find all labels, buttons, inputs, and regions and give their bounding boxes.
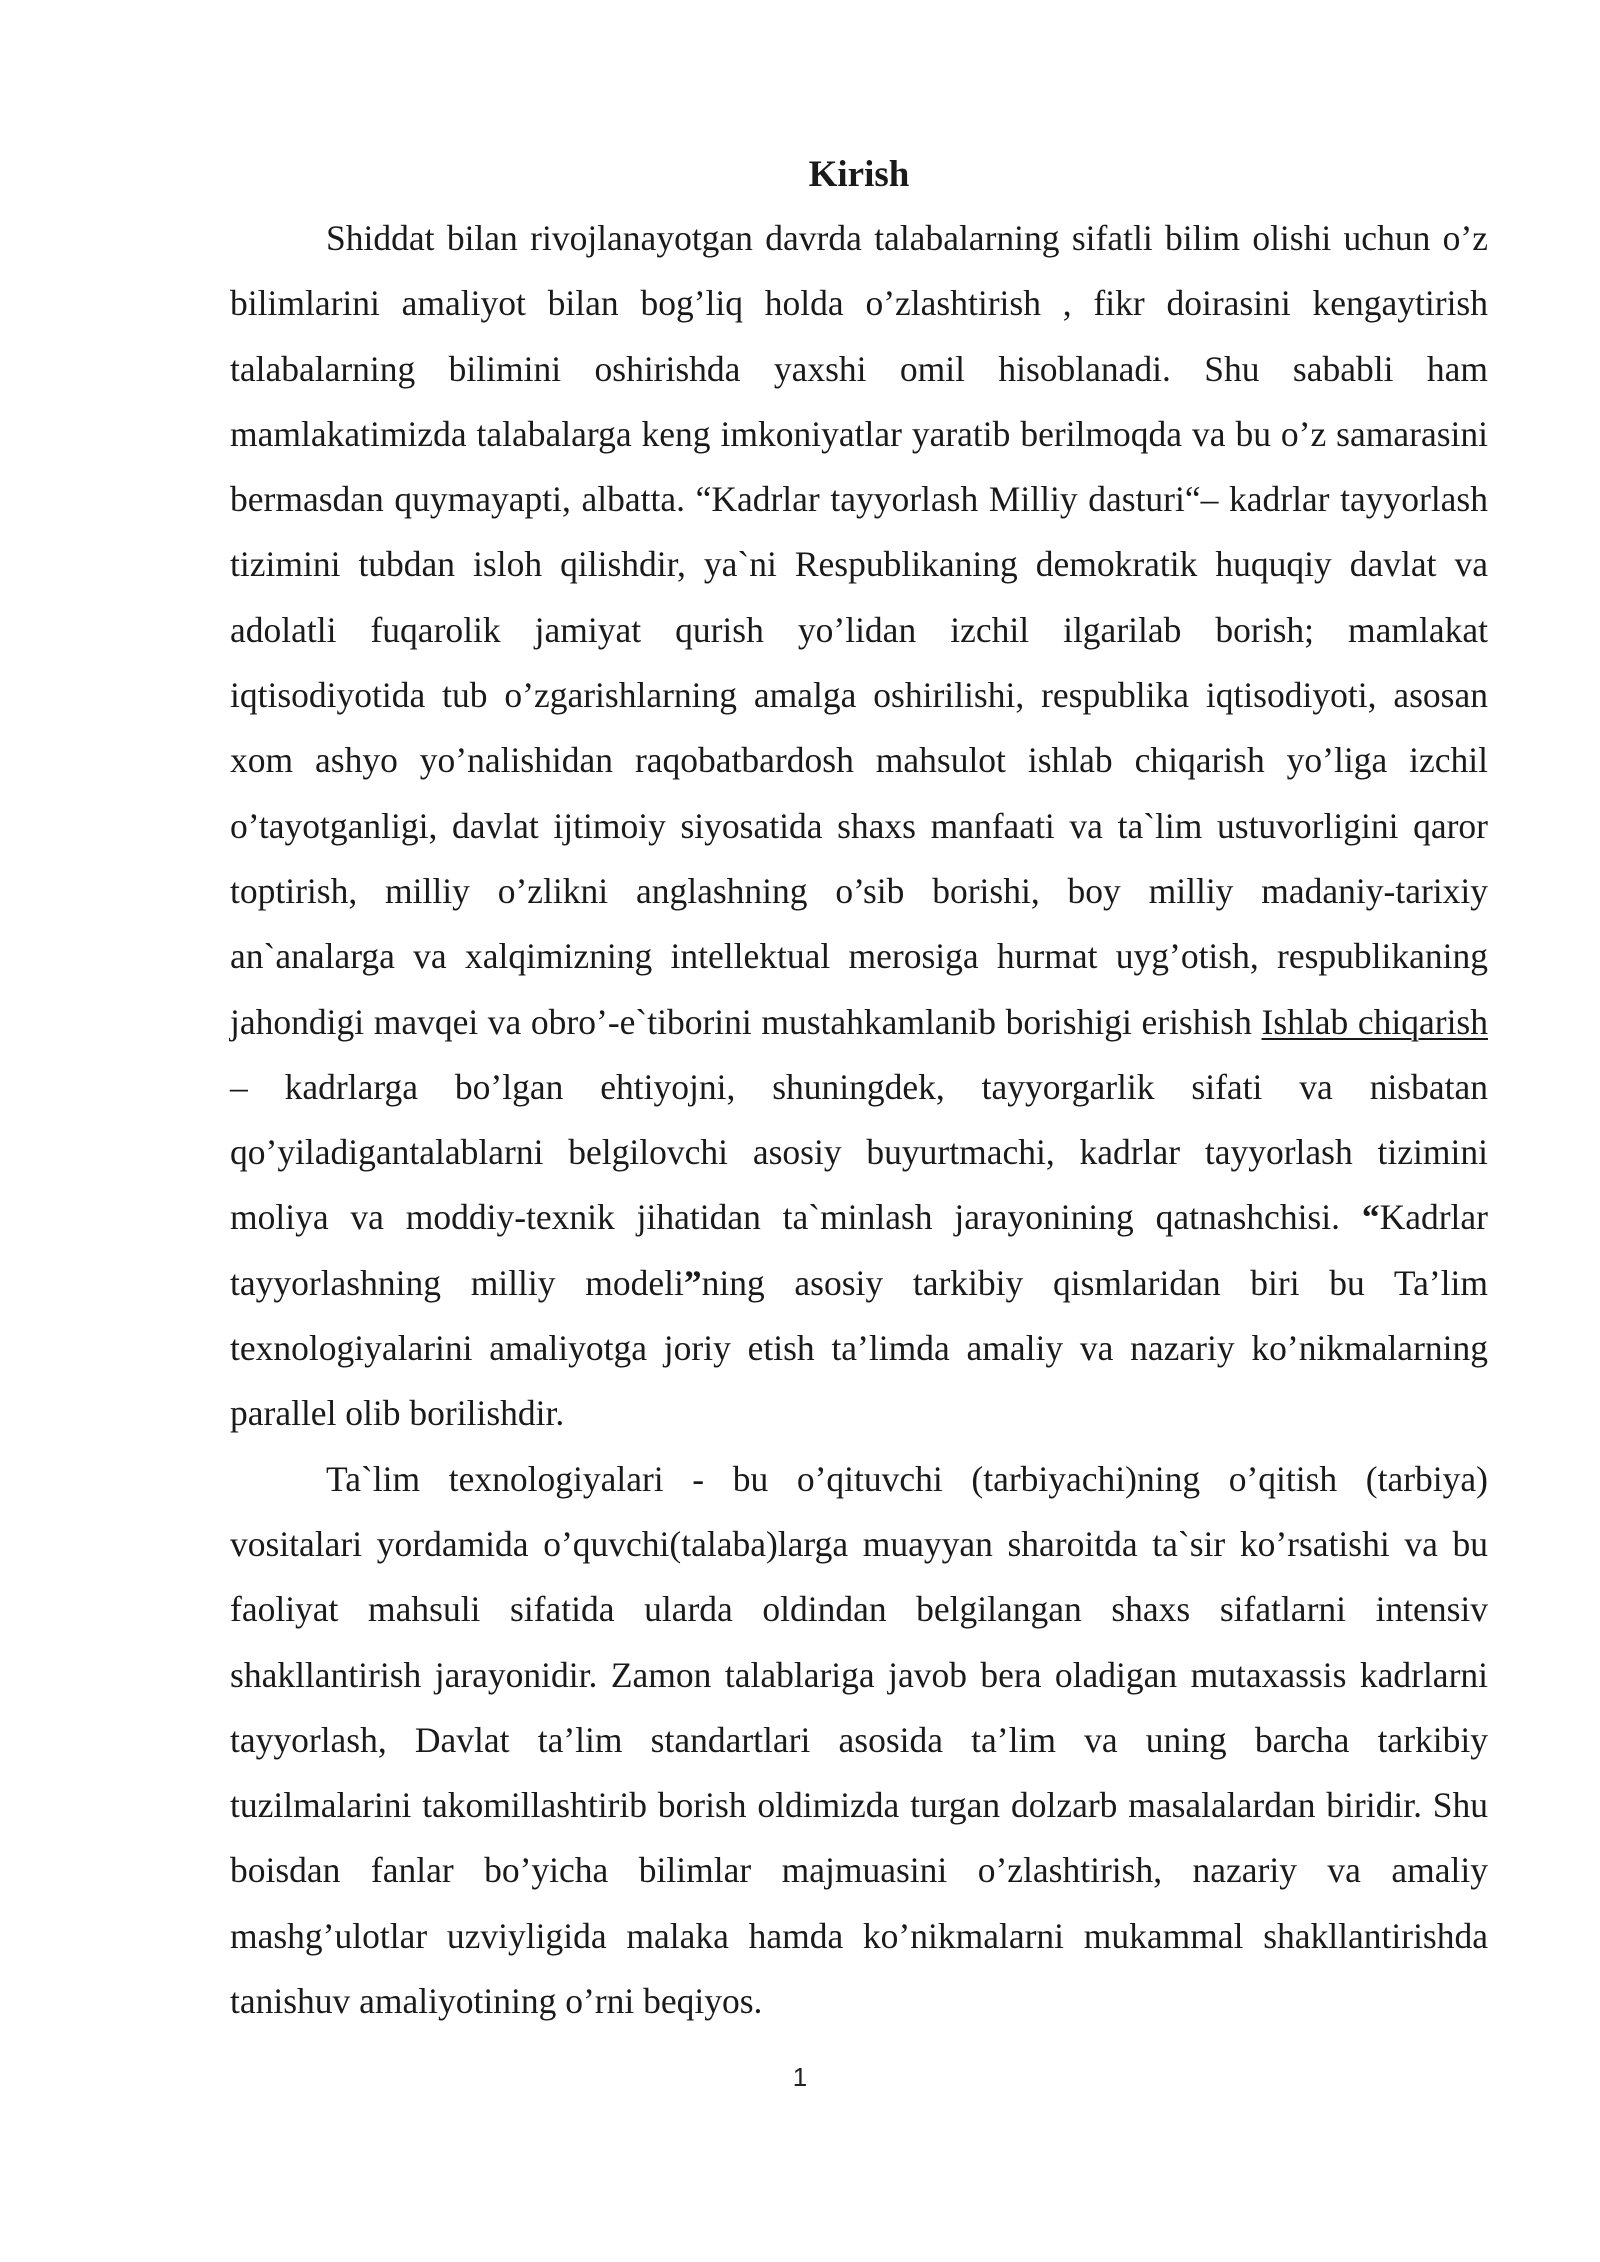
paragraph-1-text-part-3: ning asosiy tarkibiy qismlaridan biri bu Ta’lim texnologiyalarini amaliyotga joriy etish ta’limda amaliy va nazariy ko’nikmalarning parallel olib borilishdir. xyxy=(230,1262,1488,1434)
document-body xyxy=(230,148,1488,2034)
paragraph-1-text-part-1: Shiddat bilan rivojlanayotgan davrda talabalarning sifatli bilim olishi uchun o’z bilimlarini amaliyot bilan bog’liq holda o’zlashtirish , fikr doirasini kengaytirish talabalarning bilimini oshirishda yaxshi omil hisoblanadi. Shu sababli ham mamlakatimizda talabalarga keng imkoniyatlar yaratib berilmoqda va bu o’z samarasini bermasdan quymayapti, albatta. “Kadrlar tayyorlash Milliy dasturi“– kadrlar tayyorlash tizimini tubdan isloh qilishdir, ya`ni Respublikaning demokratik huquqiy davlat va adolatli fuqarolik jamiyat qurish yo’lidan izchil ilgarilab borish; mamlakat iqtisodiyotida tub o’zgarishlarning amalga oshirilishi, respublika iqtisodiyoti, asosan xom ashyo yo’nalishidan raqobatbardosh mahsulot ishlab chiqarish yo’liga izchil o’tayotganligi, davlat ijtimoiy siyosatida shaxs manfaati va ta`lim ustuvorligini qaror toptirish, milliy o’zlikni anglashning o’sib borishi, boy milliy madaniy-tarixiy an`analarga va xalqimizning intellektual merosiga hurmat uyg’otish, respublikaning jahondigi mavqei va obro’-e`tiborini mustahkamlanib borishigi erishish xyxy=(230,218,1488,1042)
page-number: 1 xyxy=(792,2062,808,2092)
ishlab-chiqarish-link[interactable]: Ishlab chiqarish xyxy=(1261,1001,1488,1042)
close-quote-mark: ” xyxy=(683,1262,702,1303)
paragraph-introduction xyxy=(230,206,1488,1447)
open-quote-mark: “ xyxy=(1361,1197,1380,1238)
paragraph-education-technologies: Ta`lim texnologiyalari - bu o’qituvchi (tarbiyachi)ning o’qitish (tarbiya) vositalari yordamida o’quvchi(talaba)larga muayyan sharoitda ta`sir ko’rsatishi va bu faoliyat mahsuli sifatida ularda oldindan belgilangan shaxs sifatlarni intensiv shakllantirish jarayonidir. Zamon talablariga javob bera oladigan mutaxassis kadrlarni tayyorlash, Davlat ta’lim standartlari asosida ta’lim va uning barcha tarkibiy tuzilmalarini takomillashtirib borish oldimizda turgan dolzarb masalalardan biridir. Shu boisdan fanlar bo’yicha bilimlar majmuasini o’zlashtirish, nazariy va amaliy mashg’ulotlar uzviyligida malaka hamda ko’nikmalarni mukammal shakllantirishda tanishuv amaliyotining o’rni beqiyos. xyxy=(230,1458,1488,2022)
quoted-model-name: Kadrlar tayyorlashning milliy modeli xyxy=(230,1197,1488,1303)
paragraph-1-text-part-2: – kadrlarga bo’lgan ehtiyojni, shuningdek, tayyorgarlik sifati va nisbatan qo’yiladigantalablarni belgilovchi asosiy buyurtmachi, kadrlar tayyorlash tizimini moliya va moddiy-texnik jihatidan ta`minlash jarayonining qatnashchisi. xyxy=(230,1066,1488,1238)
document-title: Kirish xyxy=(808,154,910,195)
